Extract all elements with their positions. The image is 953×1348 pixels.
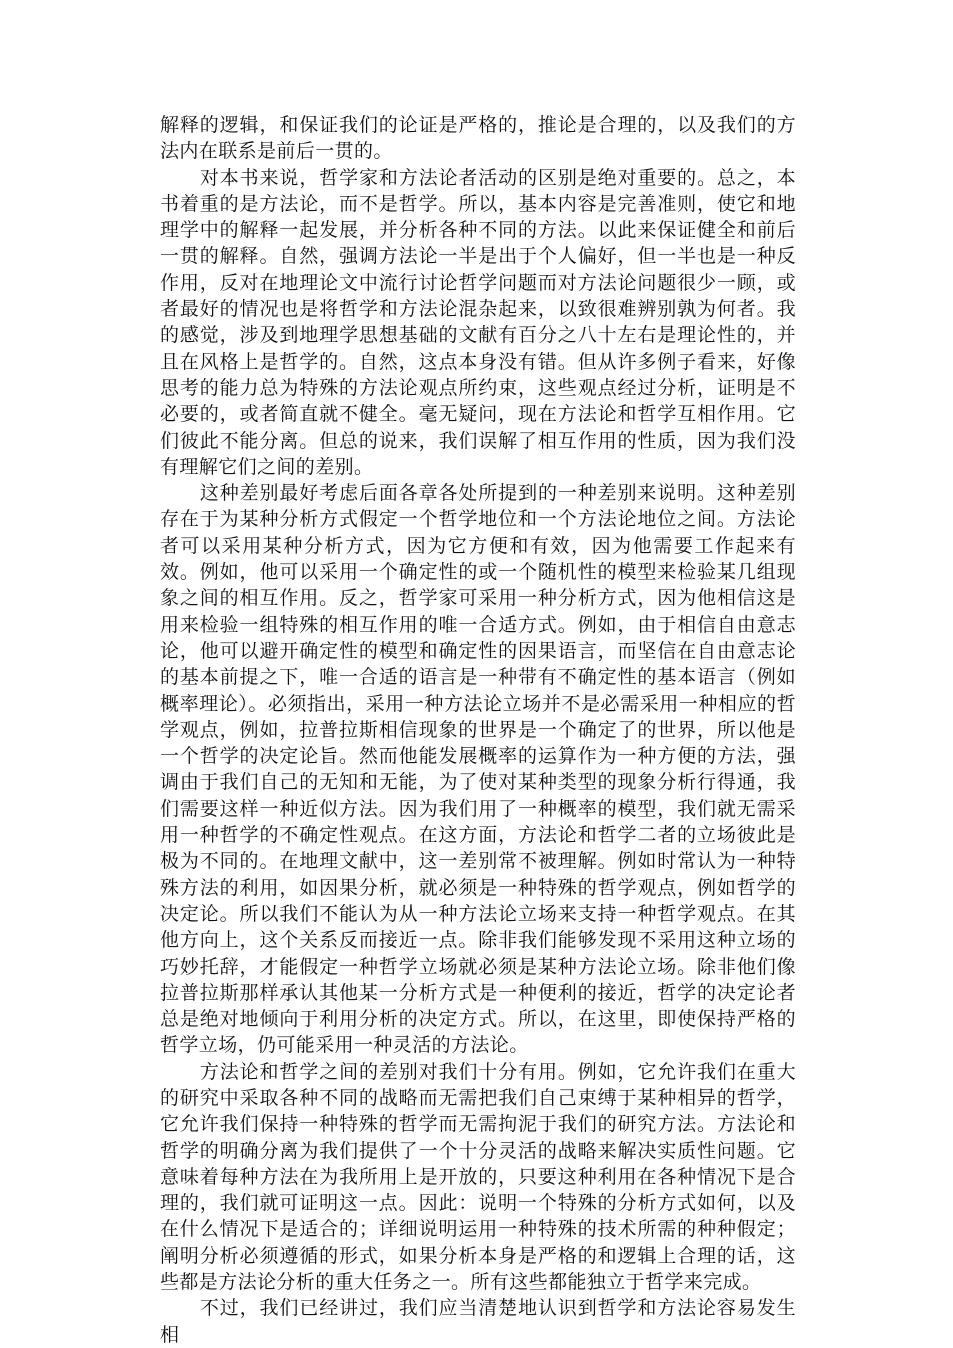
paragraph-continuation: 解释的逻辑，和保证我们的论证是严格的，推论是合理的，以及我们的方法内在联系是前后一贯的。: [160, 114, 796, 163]
document-page: [160, 112, 796, 1348]
paragraph-usefulness-of-distinction: 方法论和哲学之间的差别对我们十分有用。例如，它允许我们在重大的研究中采取各种不同的战略而无需把我们自己束缚于某种相异的哲学，它允许我们保持一种特殊的哲学而无需拘泥于我们的研究方法。方法论和哲学的明确分离为我们提供了一个十分灵活的战略来解决实质性问题。它意味着每种方法在为我所用上是开放的，只要这种利用在各种情况下是合理的，我们就可证明这一点。因此：说明一个特殊的分析方式如何，以及在什么情况下是适合的；详细说明运用一种特殊的技术所需的种种假定；阐明分析必须遵循的形式，如果分析本身是严格的和逻辑上合理的话，这些都是方法论分析的重大任务之一。所有这些都能独立于哲学来完成。: [160, 1060, 796, 1294]
paragraph-philosopher-vs-methodologist: 对本书来说，哲学家和方法论者活动的区别是绝对重要的。总之，本书着重的是方法论，而不是哲学。所以，基本内容是完善准则，使它和地理学中的解释一起发展，并分析各种不同的方法。以此来保证健全和前后一贯的解释。自然，强调方法论一半是出于个人偏好，但一半也是一种反作用，反对在地理论文中流行讨论哲学问题而对方法论问题很少一顾，或者最好的情况也是将哲学和方法论混杂起来，以致很难辨别孰为何者。我的感觉，涉及到地理学思想基础的文献有百分之八十左右是理论性的，并且在风格上是哲学的。自然，这点本身没有错。但从许多例子看来，好像思考的能力总为特殊的方法论观点所约束，这些观点经过分析，证明是不必要的，或者简直就不健全。毫无疑问，现在方法论和哲学互相作用。它们彼此不能分离。但总的说来，我们误解了相互作用的性质，因为我们没有理解它们之间的差别。: [160, 166, 796, 478]
paragraph-final-fragment: 不过，我们已经讲过，我们应当清楚地认识到哲学和方法论容易发生相: [160, 1297, 796, 1346]
paragraph-philosophical-vs-methodological-position: 这种差别最好考虑后面各章各处所提到的一种差别来说明。这种差别存在于为某种分析方式假定一个哲学地位和一个方法论地位之间。方法论者可以采用某种分析方式，因为它方便和有效，因为他需要工作起来有效。例如，他可以采用一个确定性的或一个随机性的模型来检验某几组现象之间的相互作用。反之，哲学家可采用一种分析方式，因为他相信这是用来检验一组特殊的相互作用的唯一合适方式。例如，由于相信自由意志论，他可以避开确定性的模型和确定性的因果语言，而坚信在自由意志论的基本前提之下，唯一合适的语言是一种带有不确定性的基本语言（例如概率理论）。必须指出，采用一种方法论立场并不是必需采用一种相应的哲学观点，例如，拉普拉斯相信现象的世界是一个确定了的世界，所以他是一个哲学的决定论旨。然而他能发展概率的运算作为一种方便的方法，强调由于我们自己的无知和无能，为了使对某种类型的现象分析行得通，我们需要这样一种近似方法。因为我们用了一种概率的模型，我们就无需采用一种哲学的不确定性观点。在这方面，方法论和哲学二者的立场彼此是极为不同的。在地理文献中，这一差别常不被理解。例如时常认为一种特殊方法的利用，如因果分析，就必须是一种特殊的哲学观点，例如哲学的决定论。所以我们不能认为从一种方法论立场来支持一种哲学观点。在其他方向上，这个关系反而接近一点。除非我们能够发现不采用这种立场的巧妙托辞，才能假定一种哲学立场就必须是某种方法论立场。除非他们像拉普拉斯那样承认其他某一分析方式是一种便利的接近，哲学的决定论者总是绝对地倾向于利用分析的决定方式。所以，在这里，即使保持严格的哲学立场，仍可能采用一种灵活的方法论。: [160, 482, 796, 1057]
